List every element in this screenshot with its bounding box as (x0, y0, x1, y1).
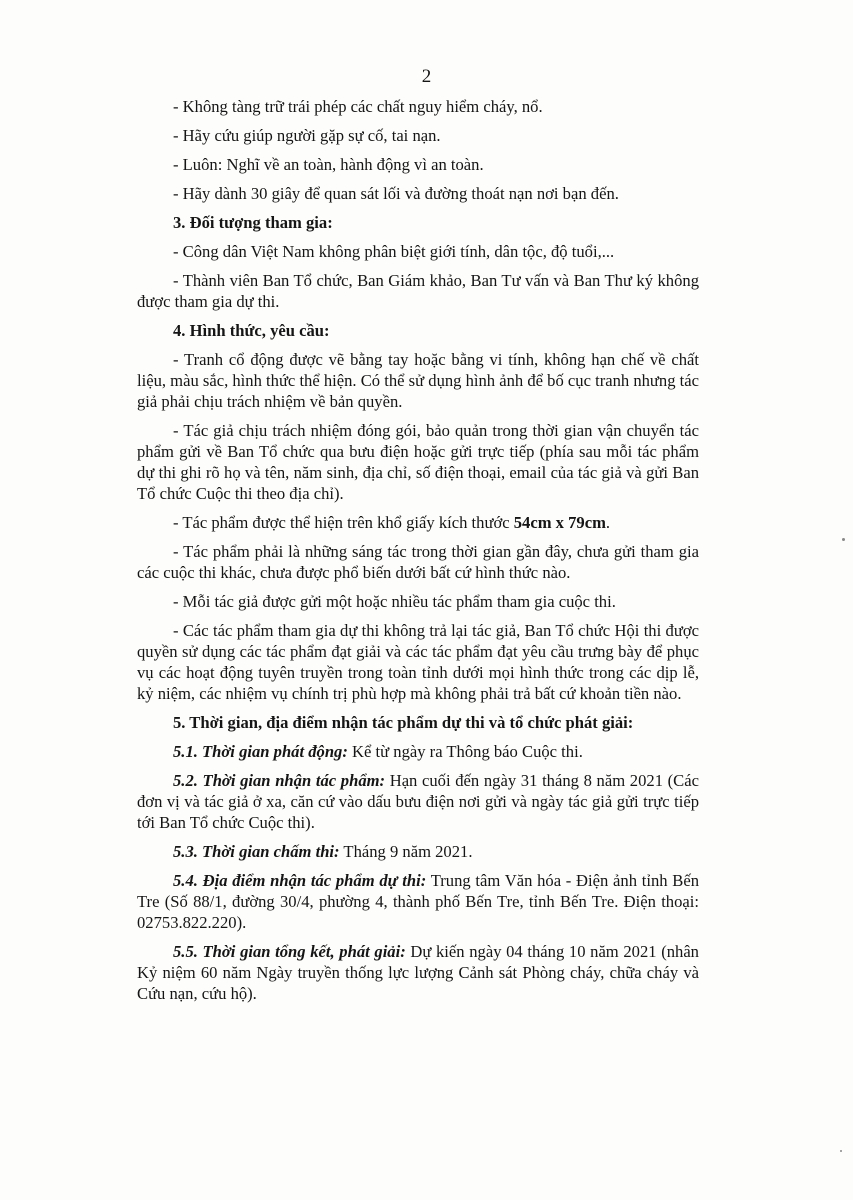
paragraph (137, 870, 699, 933)
paragraph: - Công dân Việt Nam không phân biệt giới tính, dân tộc, độ tuổi,... (173, 242, 615, 261)
paragraph-text: Trung tâm Văn hóa - Điện ảnh tỉnh Bến Tre (Số 88/1, đường 30/4, phường 4, thành phố Bến Tre, tỉnh Bến Tre. Điện thoại: 02753.822.220). (137, 871, 699, 932)
subsection-label: 5.1. Thời gian phát động: (173, 742, 348, 761)
paragraph: - Hãy dành 30 giây để quan sát lối và đường thoát nạn nơi bạn đến. (173, 184, 619, 203)
section-heading: 3. Đối tượng tham gia: (173, 213, 333, 232)
paragraph-text: Tháng 9 năm 2021. (339, 842, 473, 861)
paragraph-text: Hạn cuối đến ngày 31 tháng 8 năm 2021 (Các đơn vị và tác giả ở xa, căn cứ vào dấu bưu điện nơi gửi và ngày tác giả gửi trực tiếp tới Ban Tổ chức Cuộc thi). (137, 771, 699, 832)
emphasis-text: 54cm x 79cm (513, 513, 606, 532)
subsection-label: 5.4. Địa điểm nhận tác phẩm dự thi: (173, 871, 427, 890)
paragraph (137, 741, 699, 762)
section-heading: 5. Thời gian, địa điểm nhận tác phẩm dự thi và tổ chức phát giải: (173, 713, 634, 732)
scan-speck (842, 538, 845, 541)
document-body (137, 96, 699, 1012)
paragraph (137, 941, 699, 1004)
paragraph: - Tác giả chịu trách nhiệm đóng gói, bảo quản trong thời gian vận chuyển tác phẩm gửi về Ban Tổ chức qua bưu điện hoặc gửi trực tiếp (phía sau mỗi tác phẩm dự thi ghi rõ họ và tên, năm sinh, địa chỉ, số điện thoại, email của tác giả và gửi Ban Tổ chức Cuộc thi theo địa chỉ). (137, 421, 699, 503)
section-heading: 4. Hình thức, yêu cầu: (173, 321, 330, 340)
paragraph (137, 770, 699, 833)
subsection-label: 5.3. Thời gian chấm thi: (173, 842, 340, 861)
scan-speck (840, 1150, 842, 1152)
paragraph-text: Dự kiến ngày 04 tháng 10 năm 2021 (nhân Kỷ niệm 60 năm Ngày truyền thống lực lượng Cảnh sát Phòng cháy, chữa cháy và Cứu nạn, cứu hộ). (137, 942, 699, 1003)
paragraph: - Mỗi tác giả được gửi một hoặc nhiều tác phẩm tham gia cuộc thi. (173, 592, 616, 611)
paragraph-text: . (605, 513, 611, 532)
paragraph-text: Kể từ ngày ra Thông báo Cuộc thi. (347, 742, 583, 761)
paragraph: - Hãy cứu giúp người gặp sự cố, tai nạn. (173, 126, 441, 145)
paragraph: - Các tác phẩm tham gia dự thi không trả lại tác giả, Ban Tổ chức Hội thi được quyền sử dụng các tác phẩm đạt giải và các tác phẩm đạt yêu cầu trưng bày để phục vụ các hoạt động tuyên truyền trong toàn tỉnh dưới mọi hình thức trong các dịp lễ, kỷ niệm, các nhiệm vụ chính trị phù hợp mà không phải trả bất cứ khoản tiền nào. (137, 621, 699, 703)
paragraph: - Thành viên Ban Tổ chức, Ban Giám khảo, Ban Tư vấn và Ban Thư ký không được tham gia dự thi. (137, 271, 699, 311)
paragraph: - Tranh cổ động được vẽ bằng tay hoặc bằng vi tính, không hạn chế về chất liệu, màu sắc, hình thức thể hiện. Có thể sử dụng hình ảnh để bố cục tranh nhưng tác giả phải chịu trách nhiệm về bản quyền. (137, 350, 699, 411)
paragraph: - Tác phẩm phải là những sáng tác trong thời gian gần đây, chưa gửi tham gia các cuộc thi khác, chưa được phổ biến dưới bất cứ hình thức nào. (137, 542, 699, 582)
subsection-label: 5.5. Thời gian tổng kết, phát giải: (173, 942, 406, 961)
paragraph (137, 841, 699, 862)
page-number: 2 (421, 66, 432, 87)
paragraph (137, 512, 699, 533)
paragraph: - Luôn: Nghĩ về an toàn, hành động vì an toàn. (173, 155, 484, 174)
subsection-label: 5.2. Thời gian nhận tác phẩm: (173, 771, 386, 790)
paragraph-text: - Tác phẩm được thể hiện trên khổ giấy kích thước (173, 513, 514, 532)
paragraph: - Không tàng trữ trái phép các chất nguy hiểm cháy, nổ. (173, 97, 543, 116)
